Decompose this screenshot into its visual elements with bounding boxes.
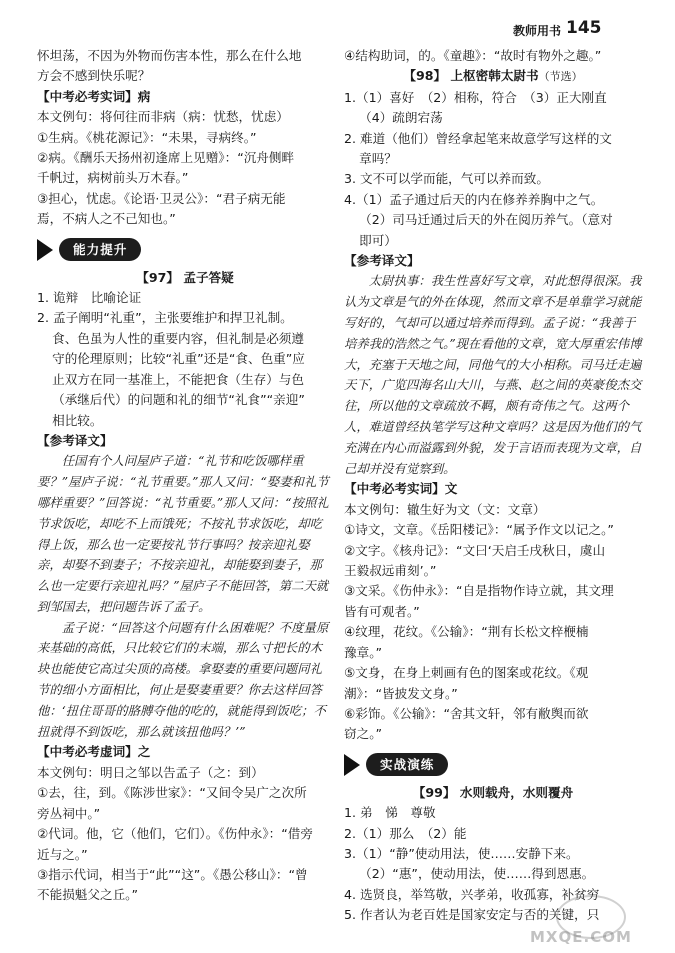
shici-line: ②文字。《核舟记》：“文曰‘天启壬戌秋日，虞山 xyxy=(344,542,606,558)
answer-line: 4.（1）孟子通过后天的内在修养养胸中之气。 xyxy=(344,191,604,207)
answer-line: （2）司马迁通过后天的外在阅历养气。（意对 xyxy=(359,212,613,228)
answer-line: 5. 作者认为老百姓是国家安定与否的关键，只 xyxy=(344,907,600,923)
xuci-line: 旁丛祠中。” xyxy=(37,805,101,821)
answer-line: （2）“惠”，使动用法，使……得到恩惠。 xyxy=(359,866,595,882)
translation-paragraph: 太尉执事：我生性喜好写文章，对此想得很深。我认为文章是气的外在体现，然而文章不是单靠学习就能写好的，气却可以通过培养而得到。孟子说：“我善于培养我的浩然之气。”现在看他的文章，宽大厚重宏伟博大，充塞于天地之间，同他气的大小相称。司马迁走遍天下，广览四海名山大川，与燕、赵之间的英豪俊杰交往，所以他的文章疏放不羁，颇有奇伟之气。这两个人，难道曾经执笔学写这种文章吗？这是因为他们的气充满在内心而溢露到外貌，发于言语而表现为文章，自己却并没有觉察到。 xyxy=(344,273,642,476)
answer-line: 2. 难道（他们）曾经拿起笔来故意学写这样的文 xyxy=(344,130,612,146)
shici-line: 皆有可观者。” xyxy=(344,603,420,619)
shici-line: 窃之。” xyxy=(344,726,383,742)
question-title: 【97】 孟子答疑 xyxy=(136,269,234,285)
practice-banner xyxy=(344,751,642,779)
xuci-tag: 【中考必考虚词】之 xyxy=(37,744,151,760)
xuci-line: ②代词。他，它（他们，它们）。《伤仲永》：“借旁 xyxy=(37,826,313,842)
reference-translation-title: 【参考译文】 xyxy=(37,432,113,448)
shici-line: ③担心，忧虑。《论语·卫灵公》：“君子病无能 xyxy=(37,190,286,206)
answer-line: 食、色虽为人性的重要内容，但礼制是必须遵 xyxy=(52,330,304,346)
answer-line: （4）疏朗宕荡 xyxy=(359,110,443,126)
continued-line: ④结构助词，的。《童趣》：“故时有物外之趣。” xyxy=(344,48,602,63)
shici-line: ②病。《酬乐天扬州初逢席上见赠》：“沉舟侧畔 xyxy=(37,150,295,166)
reference-translation xyxy=(37,451,333,742)
xuci-line: 本文例句：明日之邹以告孟子（之：到） xyxy=(37,764,264,780)
arrow-icon xyxy=(344,754,360,776)
answer-line: （承继后代）的问题和礼的细节“礼食”“亲迎” xyxy=(52,392,305,408)
shici-line: 焉，不病人之不己知也。” xyxy=(37,211,176,227)
banner-label: 能力提升 xyxy=(59,238,141,261)
shici-line: 本文例句：将何往而非病（病：忧愁，忧虑） xyxy=(37,109,289,125)
shici-line: ①诗文，文章。《岳阳楼记》：“属予作文以记之。” xyxy=(344,522,614,538)
answer-line: 4. 选贤良，举笃敬，兴孝弟，收孤寡，补贫穷 xyxy=(344,886,600,902)
question-title xyxy=(344,66,642,87)
question-title-text: 【98】 上枢密韩太尉书 xyxy=(403,68,539,84)
arrow-icon xyxy=(37,239,53,261)
question-title-note: （节选） xyxy=(538,70,583,84)
shici-line: 豫章。” xyxy=(344,644,383,660)
xuci-line: 近与之。” xyxy=(37,846,88,862)
shici-tag: 【中考必考实词】文 xyxy=(344,481,458,497)
xuci-line: 不能损魁父之丘。” xyxy=(37,887,138,903)
answer-line: 止双方在同一基准上，不能把食（生存）与色 xyxy=(52,371,304,387)
ability-banner xyxy=(37,236,333,264)
translation-paragraph: 孟子说：“回答这个问题有什么困难呢？不度量原来基础的高低，只比较它们的末端，那么寸把长的木块也能使它高过尖顶的高楼。拿娶妻的重要问题同礼节的细小方面相比，何止是娶妻重要？你去这样回答他：‘扭住哥哥的胳膊夺他的吃的，就能得到饭吃；不扭就得不到饭吃，那么就该扭他吗？’” xyxy=(37,619,329,739)
shici-line: ⑥彩饰。《公输》：“舍其文轩，邻有敝舆而欲 xyxy=(344,705,589,721)
left-column xyxy=(37,46,333,906)
answer-line: 1. 诡辩 比喻论证 xyxy=(37,290,142,306)
header-label: 教师用书 xyxy=(513,24,562,38)
question-title: 【99】 水则载舟，水则覆舟 xyxy=(412,784,574,800)
watermark: MXQE.COM xyxy=(530,928,632,946)
reference-translation-title: 【参考译文】 xyxy=(344,253,420,269)
shici-line: ④纹理，花纹。《公输》：“荆有长松文梓楩楠 xyxy=(344,624,589,640)
answer-line: 3. 文不可以学而能，气可以养而致。 xyxy=(344,171,549,187)
answer-line: 2.（1）那么 （2）能 xyxy=(344,825,467,841)
banner-label: 实战演练 xyxy=(366,753,448,776)
shici-line: 本文例句：辙生好为文（文：文章） xyxy=(344,501,546,517)
answer-line: 2. 孟子阐明“礼重”，主张要维护和捍卫礼制。 xyxy=(37,310,293,326)
shici-line: 王毅叔远甫刻’。” xyxy=(344,563,437,579)
translation-paragraph: 任国有个人问屋庐子道：“礼节和吃饭哪样重要？”屋庐子说：“礼节重要。”那人又问：“娶妻和礼节哪样重要？”回答说：“礼节重要。”那人又问：“按照礼节求饭吃，却吃不上而饿死；不按礼节求饭吃，却吃得上饭，那么也一定要按礼节行事吗？按亲迎礼娶亲，却娶不到妻子；不按亲迎礼，却能娶到妻子，那么也一定要行亲迎礼吗？”屋庐子不能回答，第二天就到邹国去，把问题告诉了孟子。 xyxy=(37,453,329,614)
shici-tag: 【中考必考实词】病 xyxy=(37,88,151,104)
page-number: 145 xyxy=(566,18,602,38)
answer-line: 3.（1）“静”使动用法，使……安静下来。 xyxy=(344,845,579,861)
shici-line: 潮》：“皆披发文身。” xyxy=(344,685,458,701)
xuci-line: ①去，往，到。《陈涉世家》：“又间令吴广之次所 xyxy=(37,785,307,801)
answer-line: 即可） xyxy=(359,232,397,248)
reference-translation xyxy=(344,271,642,479)
shici-line: ⑤文身，在身上刺画有色的图案或花纹。《观 xyxy=(344,665,589,681)
answer-line: 守的伦理原则；比较“礼重”还是“食、色重”应 xyxy=(52,351,305,367)
intro-line: 怀坦荡，不因为外物而伤害本性，那么在什么地 xyxy=(37,48,302,63)
answer-line: 章吗？ xyxy=(359,151,397,167)
xuci-line: ③指示代词，相当于“此”“这”。《愚公移山》：“曾 xyxy=(37,866,308,882)
shici-line: ①生病。《桃花源记》：“未果，寻病终。” xyxy=(37,129,257,145)
intro-line: 方会不感到快乐呢？ xyxy=(37,68,151,84)
shici-line: ③文采。《伤仲永》：“自是指物作诗立就，其文理 xyxy=(344,583,614,599)
answer-line: 相比较。 xyxy=(52,412,103,428)
shici-line: 千帆过，病树前头万木春。” xyxy=(37,170,189,186)
answer-line: 1. 弟 悌 尊敬 xyxy=(344,805,436,821)
answer-line: 1.（1）喜好 （2）相称，符合 （3）正大刚直 xyxy=(344,89,607,105)
right-column xyxy=(344,46,642,926)
